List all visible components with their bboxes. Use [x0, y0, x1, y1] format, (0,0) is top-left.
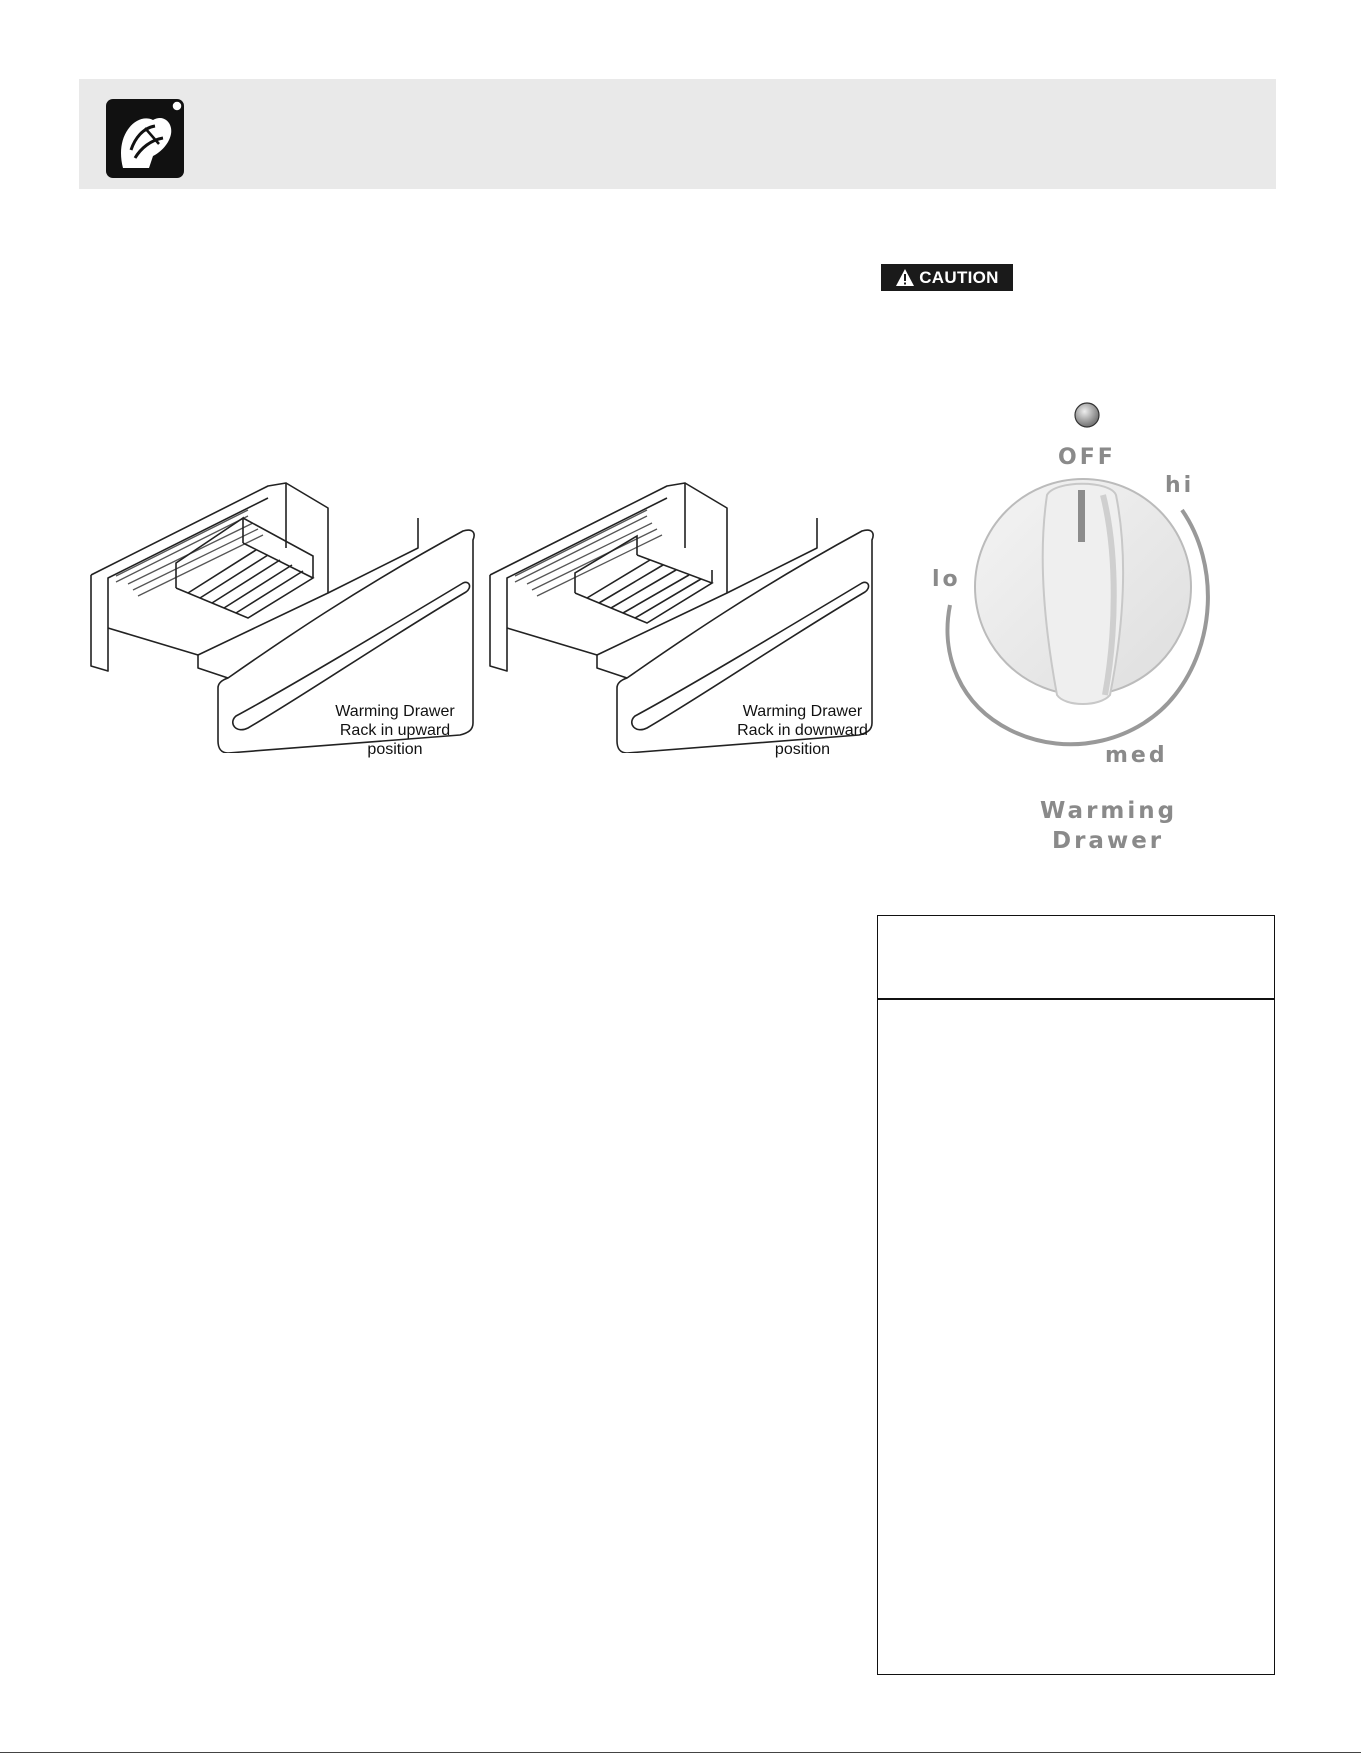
page-bottom-rule	[0, 1752, 1361, 1753]
caution-label: CAUTION	[919, 267, 999, 287]
info-box-divider	[878, 998, 1274, 1000]
warming-drawer-knob-figure	[920, 395, 1250, 865]
knob-name-line1: Warming	[1040, 798, 1178, 824]
caption-downward-line2: Rack in downward	[737, 722, 868, 739]
caution-badge	[881, 264, 1013, 291]
caption-downward-line3: position	[774, 741, 831, 758]
caption-downward-line1: Warming Drawer	[742, 703, 863, 720]
caption-upward-line3: position	[367, 741, 423, 758]
chef-hand-icon	[105, 98, 185, 179]
knob-pointer-line	[1078, 490, 1085, 542]
knob-med-label: med	[1105, 743, 1168, 768]
caption-upward-line1: Warming Drawer	[335, 703, 455, 720]
knob-name-line2: Drawer	[1052, 828, 1165, 854]
knob-off-label: OFF	[1058, 445, 1116, 470]
caption-downward	[720, 702, 885, 759]
knob-hi-label: hi	[1165, 473, 1195, 498]
caption-upward-line2: Rack in upward	[339, 722, 451, 739]
info-box	[877, 915, 1275, 1675]
header-band	[79, 79, 1276, 189]
indicator-light-icon	[1075, 403, 1099, 427]
warning-triangle-icon	[895, 268, 915, 287]
knob-lo-label: lo	[932, 567, 961, 592]
caption-upward	[320, 702, 470, 759]
